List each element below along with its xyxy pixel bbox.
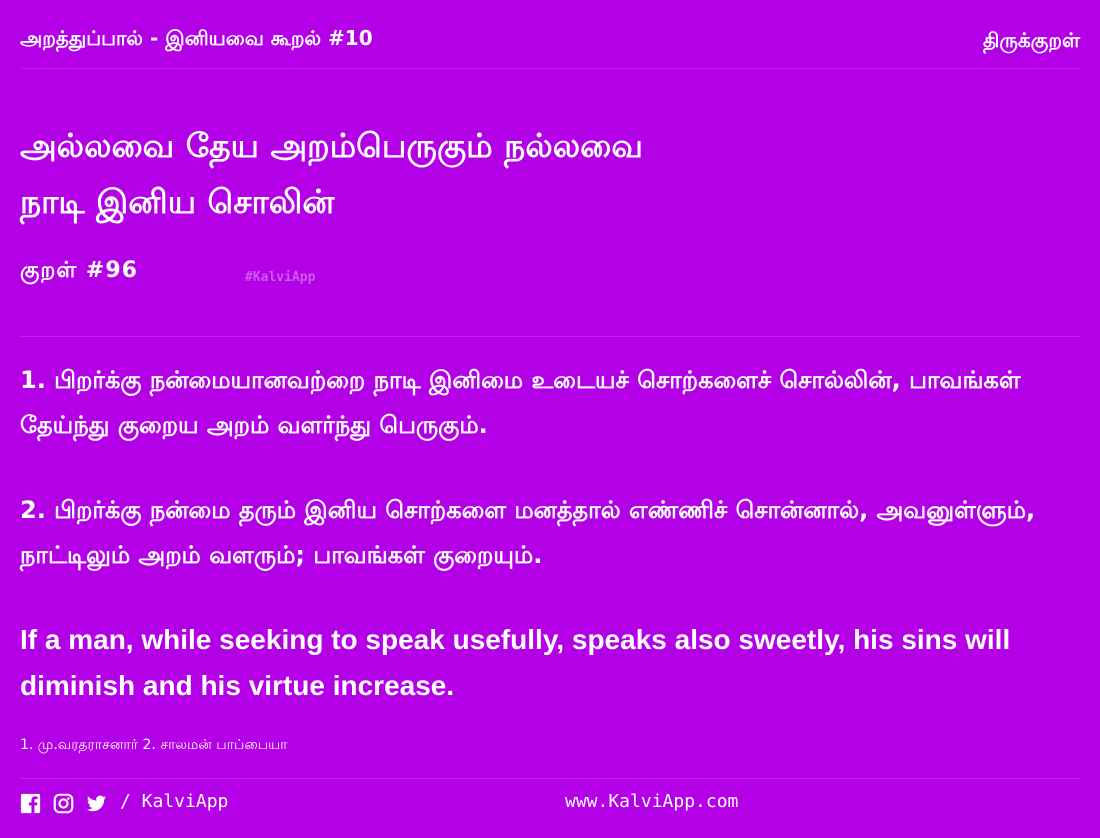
credits: 1. மு.வரதராசனார் 2. சாலமன் பாப்பையா — [20, 737, 288, 753]
instagram-icon[interactable] — [53, 793, 74, 814]
divider — [20, 336, 1080, 337]
facebook-icon[interactable] — [20, 793, 41, 814]
social-icons — [20, 793, 107, 814]
meaning-solomon-pappaiah: 2. பிறர்க்கு நன்மை தரும் இனிய சொற்களை மனத்தால் எண்ணிச் சொன்னால், அவனுள்ளும், நாட்டிலும் அறம் வளரும்; பாவங்கள் குறையும். — [20, 496, 1036, 569]
website-link[interactable]: www.KalviApp.com — [565, 791, 739, 812]
header — [20, 0, 1080, 69]
verse-line-2: நாடி இனிய சொலின் — [20, 182, 335, 221]
meaning-varadarasanar: 1. பிறர்க்கு நன்மையானவற்றை நாடி இனிமை உடையச் சொற்களைச் சொல்லின், பாவங்கள் தேய்ந்து குறைய அறம் வளர்ந்து பெருகும். — [20, 366, 1021, 439]
book-title: திருக்குறள் — [982, 28, 1080, 52]
footer — [20, 778, 1080, 838]
brand-label: / KalviApp — [120, 791, 229, 812]
twitter-icon[interactable] — [86, 793, 107, 814]
verse-line-1: அல்லவை தேய அறம்பெருகும் நல்லவை — [20, 126, 643, 165]
chapter-title: அறத்துப்பால் - இனியவை கூறல் #10 — [20, 26, 373, 50]
watermark: #KalviApp — [245, 270, 316, 285]
english-translation: If a man, while seeking to speak usefully, speaks also sweetly, his sins will diminish and his virtue increase. — [20, 624, 1011, 701]
kural-number: குறள் #96 — [20, 258, 138, 283]
kural-verse — [20, 118, 1080, 230]
